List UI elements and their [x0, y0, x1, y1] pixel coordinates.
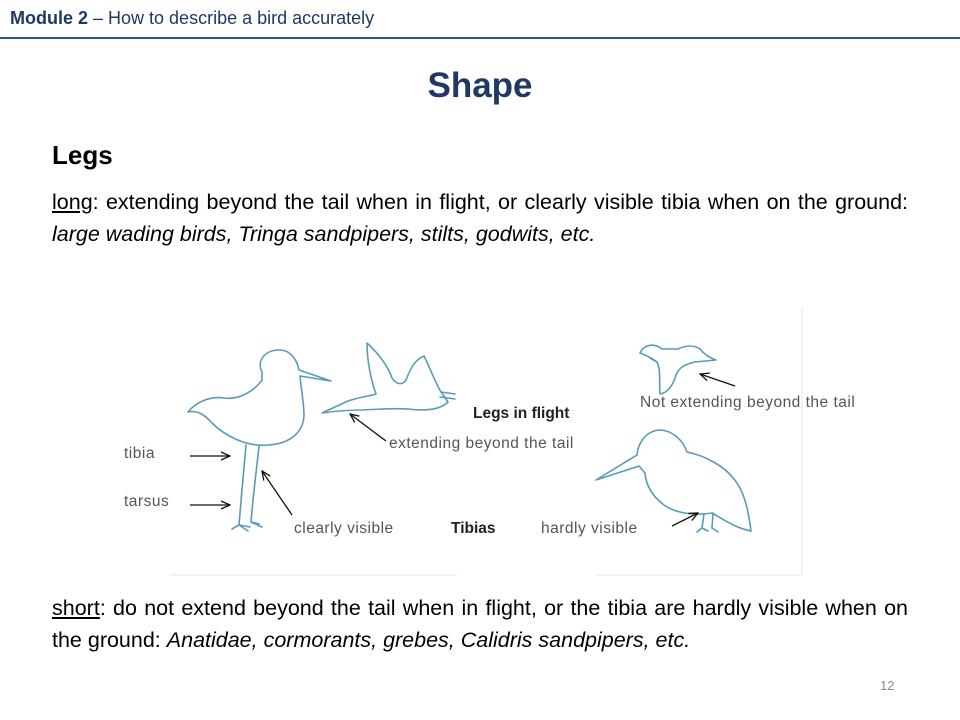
arrow-clearly-visible — [262, 471, 292, 515]
flying-bird-short-legs — [640, 345, 716, 394]
tibias-label: Tibias — [451, 520, 496, 537]
tibia-label: tibia — [124, 445, 155, 462]
legs-illustration — [0, 300, 960, 590]
standing-wader-long-legs — [188, 350, 331, 531]
standing-wader-short-legs — [596, 430, 751, 532]
arrow-not-extending — [700, 374, 735, 386]
flying-wader-long-legs — [322, 343, 455, 413]
long-term: long — [52, 190, 93, 214]
page-number: 12 — [880, 678, 895, 693]
long-legs-paragraph — [52, 186, 908, 250]
long-description: : extending beyond the tail when in flight, or clearly visible tibia when on the ground: — [92, 190, 908, 214]
short-term: short — [52, 596, 100, 620]
extending-label: extending beyond the tail — [389, 435, 574, 452]
legs-in-flight-label: Legs in flight — [473, 405, 570, 422]
short-examples: Anatidae, cormorants, grebes, Calidris sandpipers, etc. — [166, 628, 691, 652]
module-label: Module 2 — [10, 8, 89, 28]
tarsus-label: tarsus — [124, 493, 170, 510]
page-title: Shape — [427, 66, 533, 105]
hardly-visible-label: hardly visible — [541, 520, 638, 537]
long-examples: large wading birds, Tringa sandpipers, stilts, godwits, etc. — [52, 222, 596, 246]
short-description: : do not extend beyond the tail when in flight, or the tibia are hardly visible when on the ground: — [52, 596, 908, 652]
not-extending-label: Not extending beyond the tail — [640, 394, 856, 411]
section-heading: Legs — [52, 140, 113, 170]
module-subtitle: – How to describe a bird accurately — [88, 8, 375, 28]
short-legs-paragraph — [52, 592, 908, 656]
header-divider — [0, 37, 960, 39]
slide-header — [10, 8, 374, 29]
arrow-hardly-visible — [672, 513, 698, 526]
arrow-extending — [350, 414, 386, 441]
clearly-visible-label: clearly visible — [294, 520, 394, 537]
